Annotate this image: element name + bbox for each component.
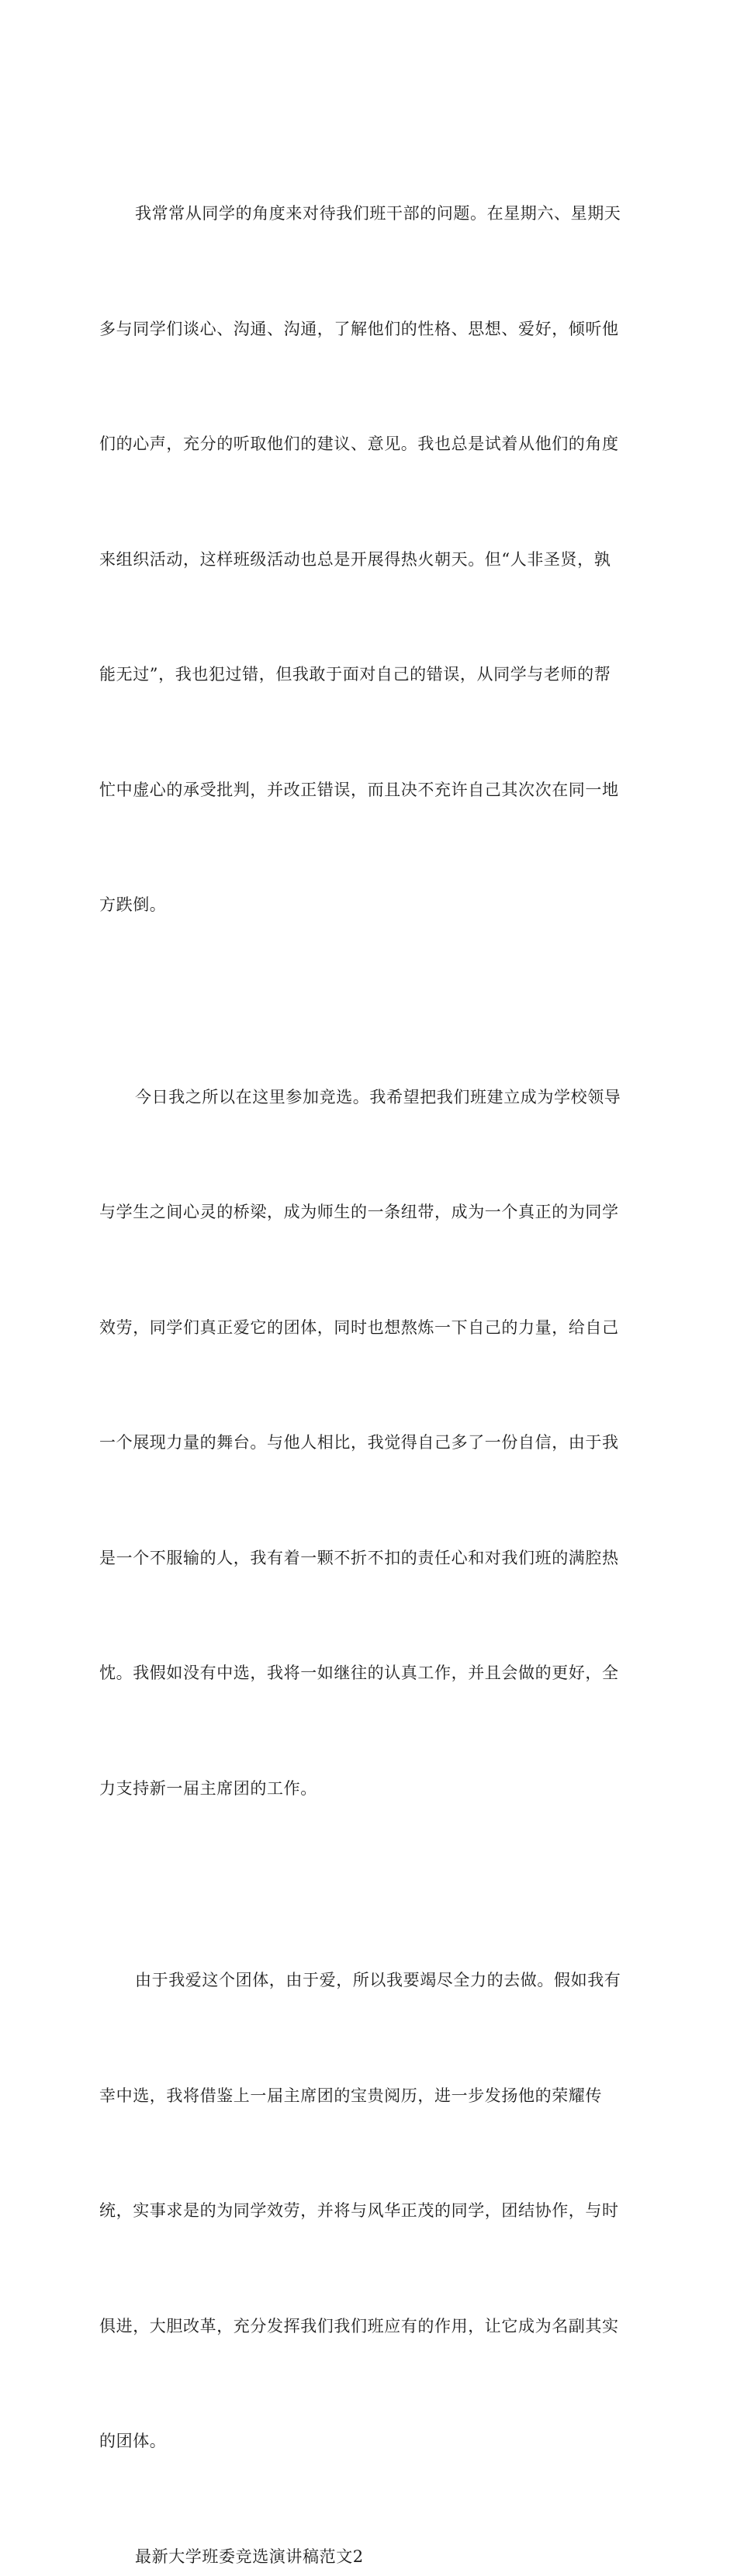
paragraph-line: 能无过”，我也犯过错，但我敢于面对自己的错误，从同学与老师的帮 <box>99 656 642 694</box>
paragraph-2 <box>99 1002 642 1885</box>
paragraph-line: 是一个不服输的人，我有着一颗不折不扣的责任心和对我们班的满腔热 <box>99 1539 642 1578</box>
paragraph-line: 幸中选，我将借鉴上一届主席团的宝贵阅历，进一步发扬他的荣耀传 <box>99 2077 642 2116</box>
paragraph-line: 方跌倒。 <box>99 886 642 925</box>
paragraph-line: 多与同学们谈心、沟通、沟通，了解他们的性格、思想、爱好，倾听他 <box>99 310 642 349</box>
paragraph-line: 忱。我假如没有中选，我将一如继往的认真工作，并且会做的更好，全 <box>99 1654 642 1693</box>
paragraph-line: 今日我之所以在这里参加竞选。我希望把我们班建立成为学校领导 <box>99 1079 642 1117</box>
paragraph-line: 我常常从同学的角度来对待我们班干部的问题。在星期六、星期天 <box>99 195 642 234</box>
paragraph-line: 由于我爱这个团体，由于爱，所以我要竭尽全力的去做。假如我有 <box>99 1961 642 2000</box>
paragraph-line: 俱进，大胆改革，充分发挥我们我们班应有的作用，让它成为名副其实 <box>99 2308 642 2346</box>
paragraph-line: 力支持新一届主席团的工作。 <box>99 1770 642 1809</box>
section-heading: 最新大学班委竞选演讲稿范文2 <box>99 2538 642 2576</box>
paragraph-1 <box>99 118 642 1002</box>
document-page <box>0 0 737 1043</box>
paragraph-line: 来组织活动，这样班级活动也总是开展得热火朝天。但“人非圣贤，孰 <box>99 541 642 580</box>
paragraph-line: 效劳，同学们真正爱它的团体，同时也想熬炼一下自己的力量，给自己 <box>99 1309 642 1348</box>
paragraph-3 <box>99 1885 642 2538</box>
document-body <box>99 118 642 2576</box>
paragraph-line: 们的心声，充分的听取他们的建议、意见。我也总是试着从他们的角度 <box>99 425 642 464</box>
paragraph-line: 与学生之间心灵的桥梁，成为师生的一条纽带，成为一个真正的为同学 <box>99 1193 642 1232</box>
paragraph-line: 的团体。 <box>99 2422 642 2461</box>
paragraph-line: 统，实事求是的为同学效劳，并将与风华正茂的同学，团结协作，与时 <box>99 2192 642 2231</box>
paragraph-line: 忙中虚心的承受批判，并改正错误，而且决不充许自己其次次在同一地 <box>99 771 642 810</box>
paragraph-line: 一个展现力量的舞台。与他人相比，我觉得自己多了一份自信，由于我 <box>99 1424 642 1463</box>
